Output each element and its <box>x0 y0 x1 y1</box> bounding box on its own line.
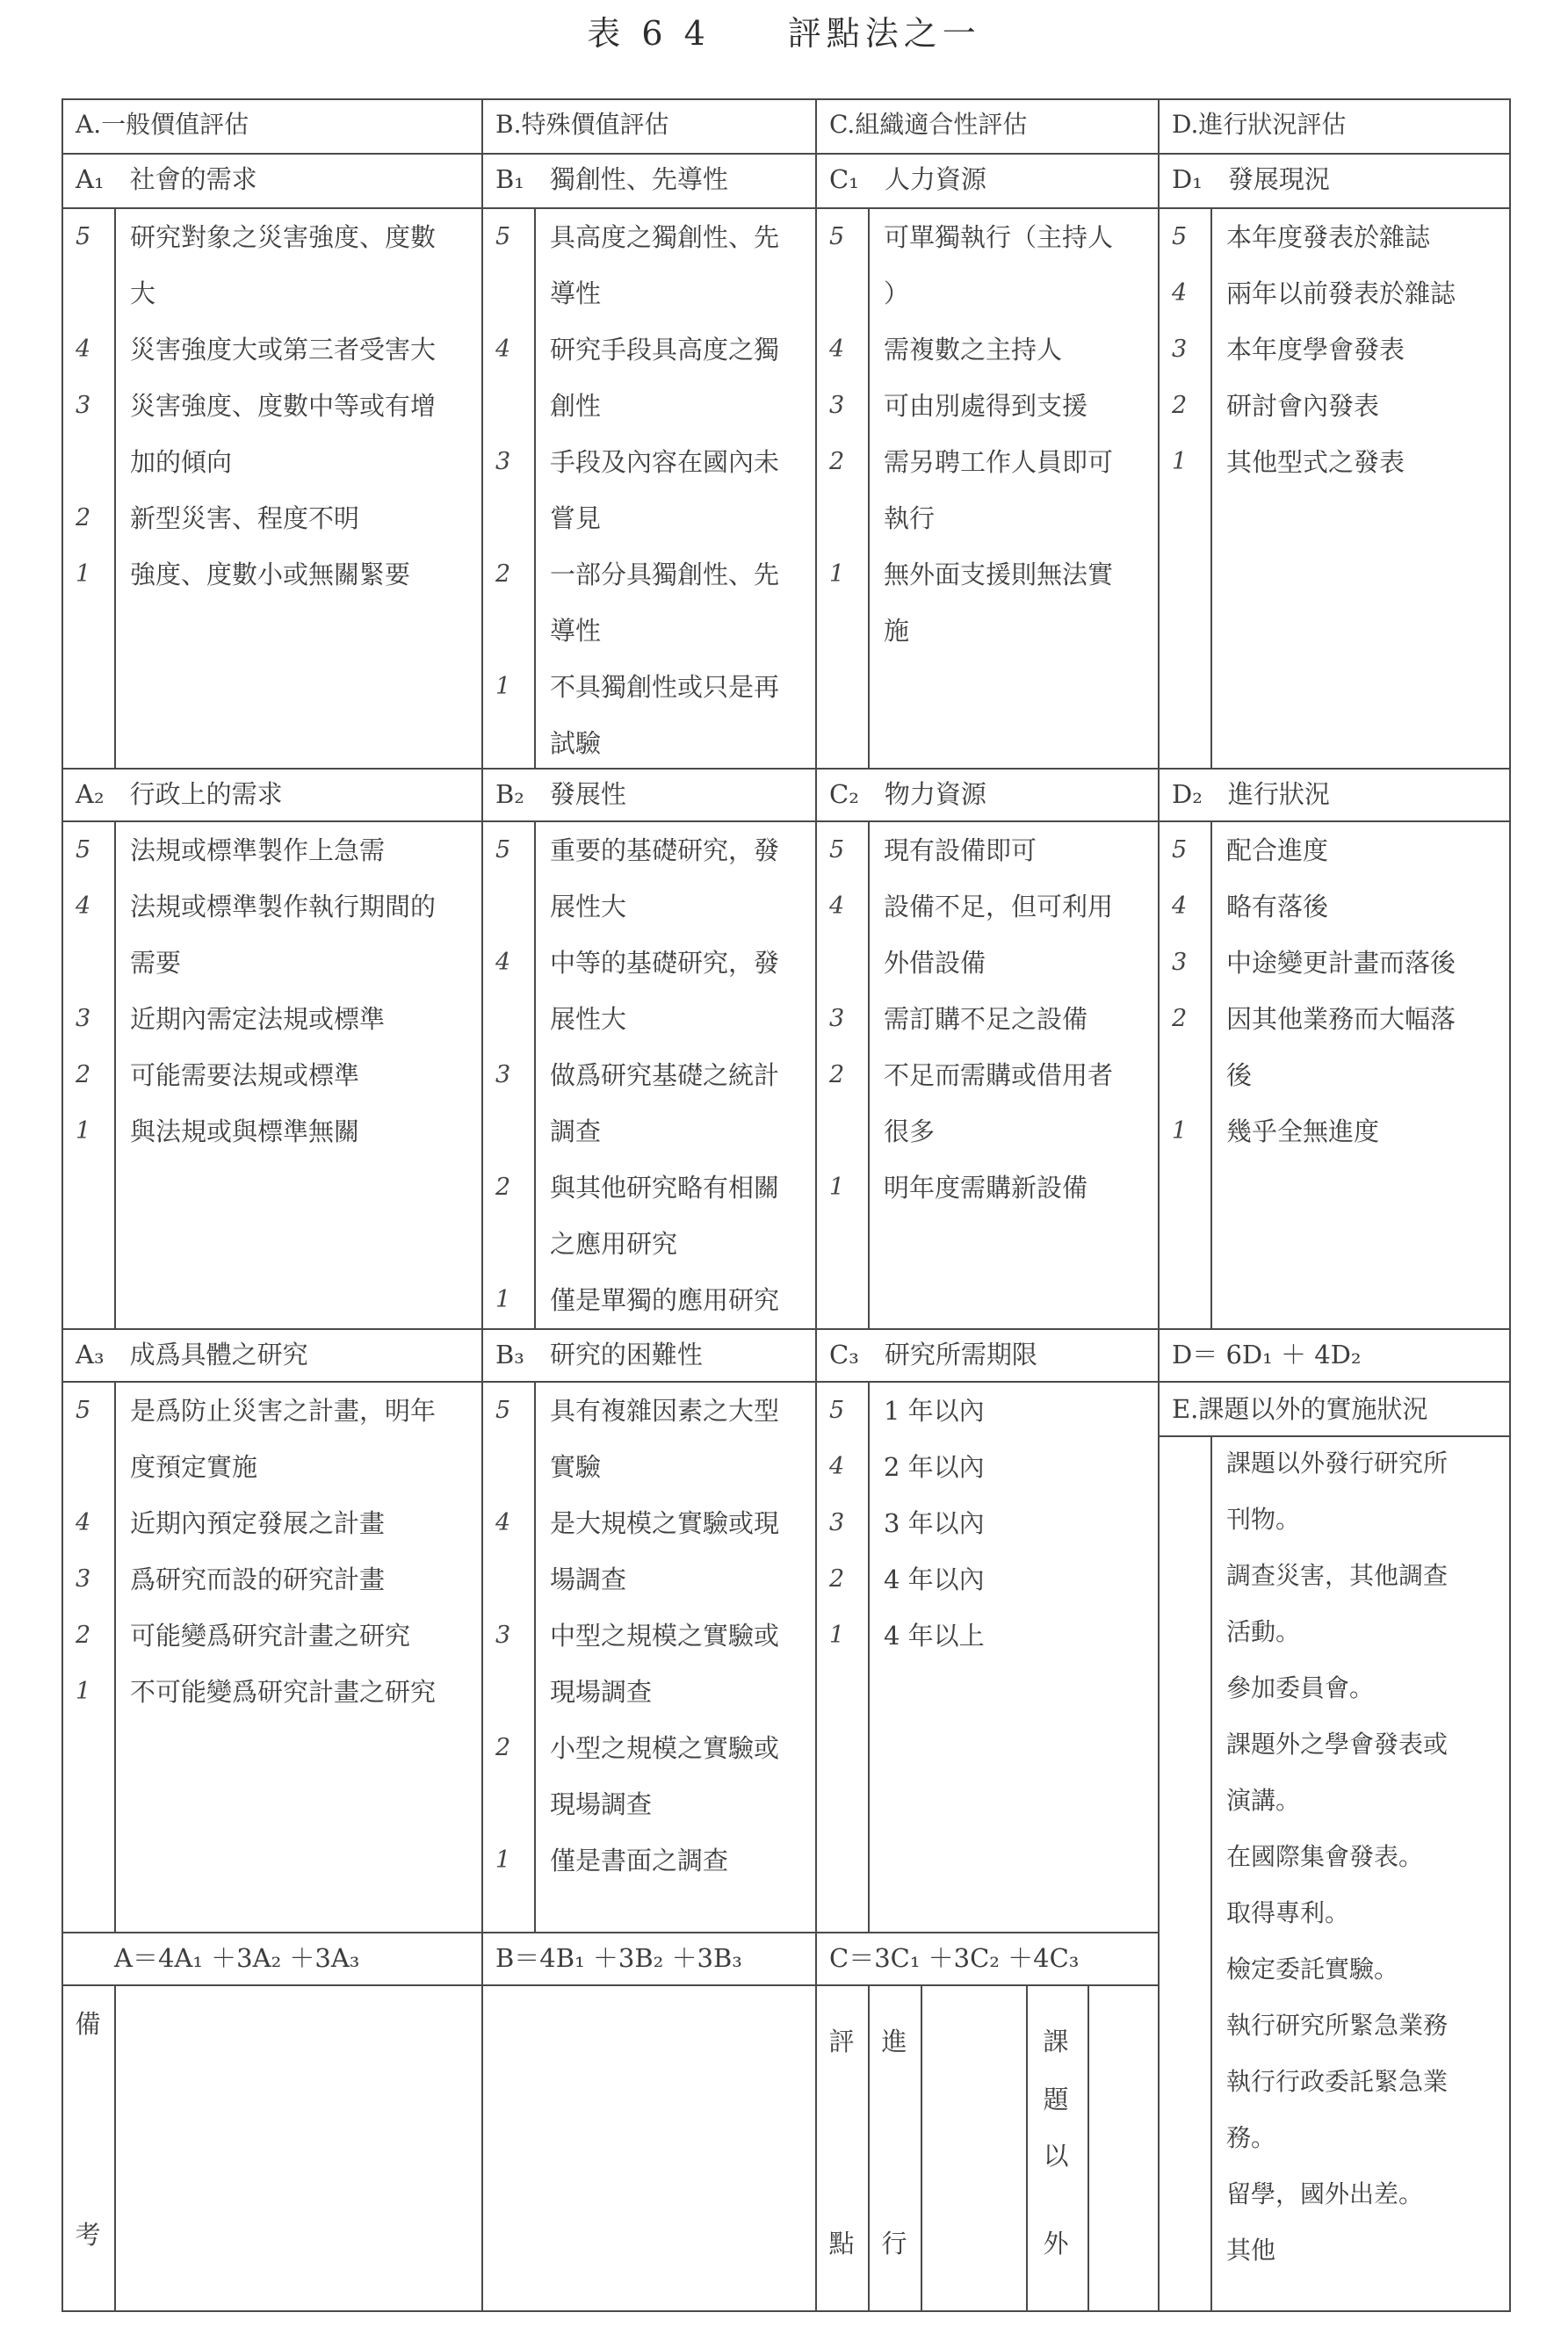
item-text-c1-2-0: 可由別處得到支援 <box>884 391 1088 421</box>
item-text-c3-1-0: 2 年以內 <box>884 1452 985 1482</box>
item-text-b1-1-1: 創性 <box>550 391 602 421</box>
score-c2-0: 5 <box>829 836 845 864</box>
item-text-c2-0-0: 現有設備即可 <box>884 835 1037 865</box>
item-text-b2-3-0: 與其他研究略有相關 <box>550 1173 780 1203</box>
section-b3-label: B₃ 研究的困難性 <box>495 1340 703 1369</box>
item-text-b3-3-0: 小型之規模之實驗或 <box>550 1733 780 1763</box>
remarks-label-bottom: 考 <box>75 2220 101 2250</box>
score-b2-2: 3 <box>495 1061 511 1088</box>
item-text-d1-0-0: 本年度發表於雜誌 <box>1226 222 1431 252</box>
score-b1-1: 4 <box>495 336 511 363</box>
item-text-c3-3-0: 4 年以內 <box>884 1565 985 1594</box>
item-text-d2-3-1: 後 <box>1226 1060 1253 1090</box>
header-b: B.特殊價值評估 <box>495 110 669 139</box>
item-text-b1-2-0: 手段及內容在國內未 <box>550 447 780 477</box>
formula-c: C＝3C₁ ＋3C₂ ＋4C₃ <box>829 1943 1080 1973</box>
item-text-b3-1-1: 場調查 <box>550 1565 627 1594</box>
item-text-d2-4-0: 幾乎全無進度 <box>1226 1117 1380 1146</box>
item-text-d1-4-0: 其他型式之發表 <box>1226 447 1405 477</box>
e-item-12: 務。 <box>1226 2123 1276 2152</box>
item-text-c1-3-0: 需另聘工作人員即可 <box>884 447 1114 477</box>
item-text-c2-1-1: 外借設備 <box>884 948 986 978</box>
item-text-c2-4-0: 明年度需購新設備 <box>884 1173 1088 1203</box>
item-text-a2-1-0: 法規或標準製作執行期間的 <box>130 892 437 921</box>
score-d1-2: 3 <box>1172 336 1188 363</box>
formula-a: A＝4A₁ ＋3A₂ ＋3A₃ <box>114 1943 360 1973</box>
e-item-8: 取得專利。 <box>1226 1898 1350 1927</box>
item-text-d2-1-0: 略有落後 <box>1226 892 1329 921</box>
d-formula: D＝ 6D₁ ＋ 4D₂ <box>1172 1340 1362 1369</box>
score-d2-2: 3 <box>1172 949 1188 976</box>
score-b3-1: 4 <box>495 1509 511 1536</box>
item-text-b1-4-1: 試驗 <box>550 728 602 758</box>
e-header: E.課題以外的實施狀況 <box>1172 1394 1428 1424</box>
score-c3-1: 4 <box>829 1453 845 1480</box>
score-c1-2: 3 <box>829 392 845 419</box>
item-text-b2-1-0: 中等的基礎研究，發 <box>550 948 780 978</box>
item-text-b1-3-1: 導性 <box>550 616 602 646</box>
item-text-b2-0-1: 展性大 <box>550 892 627 921</box>
score-d2-3: 2 <box>1172 1005 1188 1032</box>
e-item-2: 調查災害，其他調查 <box>1226 1561 1449 1590</box>
score-b2-3: 2 <box>495 1174 511 1201</box>
item-text-d1-1-0: 兩年以前發表於雜誌 <box>1226 278 1456 308</box>
item-text-c1-4-0: 無外面支援則無法實 <box>884 560 1114 589</box>
section-c1-label: C₁ 人力資源 <box>829 164 986 194</box>
item-text-a2-4-0: 與法規或與標準無關 <box>130 1117 360 1146</box>
item-text-a2-0-0: 法規或標準製作上急需 <box>130 835 386 865</box>
item-text-a2-3-0: 可能需要法規或標準 <box>130 1060 360 1090</box>
item-text-b3-4-0: 僅是書面之調查 <box>550 1846 729 1875</box>
item-text-c1-0-0: 可單獨執行（主持人 <box>884 222 1114 252</box>
eval-top: 評 <box>828 2027 855 2056</box>
item-text-b2-0-0: 重要的基礎研究，發 <box>550 835 780 865</box>
item-text-d1-2-0: 本年度學會發表 <box>1226 335 1405 365</box>
header-c: C.組織適合性評估 <box>829 110 1028 139</box>
progress-bottom: 行 <box>881 2229 907 2258</box>
section-d1-label: D₁ 發展現況 <box>1172 164 1330 194</box>
item-text-c1-4-1: 施 <box>884 616 910 646</box>
e-item-14: 其他 <box>1226 2236 1276 2265</box>
item-text-d1-3-0: 研討會內發表 <box>1226 391 1380 421</box>
eval-bottom: 點 <box>828 2229 855 2258</box>
score-a2-3: 2 <box>76 1061 91 1088</box>
score-a2-0: 5 <box>76 836 91 864</box>
formula-b: B＝4B₁ ＋3B₂ ＋3B₃ <box>495 1943 742 1973</box>
score-c3-2: 3 <box>829 1509 845 1536</box>
item-text-d2-3-0: 因其他業務而大幅落 <box>1226 1004 1456 1034</box>
topic-char-2: 題 <box>1043 2085 1069 2114</box>
score-c3-0: 5 <box>829 1397 845 1424</box>
score-b3-4: 1 <box>495 1846 511 1874</box>
score-b2-1: 4 <box>495 949 511 976</box>
e-item-1: 刊物。 <box>1226 1505 1301 1534</box>
item-text-d2-2-0: 中途變更計畫而落後 <box>1226 948 1456 978</box>
score-b2-0: 5 <box>495 836 511 864</box>
item-text-b1-4-0: 不具獨創性或只是再 <box>550 672 780 702</box>
item-text-b1-1-0: 研究手段具高度之獨 <box>550 335 780 365</box>
score-a1-4: 1 <box>76 560 91 588</box>
item-text-b2-3-1: 之應用研究 <box>550 1229 678 1259</box>
remarks-label-top: 備 <box>75 2009 101 2039</box>
section-d2-label: D₂ 進行狀況 <box>1172 779 1330 809</box>
score-d1-1: 4 <box>1172 279 1188 307</box>
item-text-c1-1-0: 需複數之主持人 <box>884 335 1063 365</box>
item-text-c2-1-0: 設備不足，但可利用 <box>884 892 1114 921</box>
score-d2-0: 5 <box>1172 836 1188 864</box>
item-text-a3-3-0: 可能變爲研究計畫之研究 <box>130 1621 411 1651</box>
score-c2-1: 4 <box>829 892 845 920</box>
item-text-b3-0-1: 實驗 <box>550 1452 602 1482</box>
item-text-b3-1-0: 是大規模之實驗或現 <box>550 1508 780 1538</box>
item-text-a3-0-0: 是爲防止災害之計畫，明年 <box>130 1396 437 1426</box>
section-b1-label: B₁ 獨創性、先導性 <box>495 164 728 194</box>
score-c3-4: 1 <box>829 1622 845 1649</box>
score-c1-1: 4 <box>829 336 845 363</box>
score-b1-2: 3 <box>495 448 511 475</box>
item-text-c2-3-0: 不足而需購或借用者 <box>884 1060 1114 1090</box>
item-text-b2-1-1: 展性大 <box>550 1004 627 1034</box>
item-text-b3-0-0: 具有複雜因素之大型 <box>550 1396 780 1426</box>
e-item-4: 參加委員會。 <box>1226 1673 1375 1702</box>
e-item-13: 留學，國外出差。 <box>1226 2179 1424 2208</box>
header-d: D.進行狀況評估 <box>1172 110 1347 139</box>
item-text-a2-2-0: 近期內需定法規或標準 <box>130 1004 386 1034</box>
score-c2-4: 1 <box>829 1174 845 1201</box>
section-a2-label: A₂ 行政上的需求 <box>76 779 283 809</box>
score-c2-3: 2 <box>829 1061 845 1088</box>
score-d1-3: 2 <box>1172 392 1188 419</box>
item-text-a1-0-1: 大 <box>130 278 156 308</box>
item-text-c3-2-0: 3 年以內 <box>884 1508 985 1538</box>
e-item-5: 課題外之學會發表或 <box>1226 1730 1449 1759</box>
score-d2-4: 1 <box>1172 1117 1188 1145</box>
score-b3-3: 2 <box>495 1734 511 1761</box>
score-a3-1: 4 <box>76 1509 91 1536</box>
score-a1-3: 2 <box>76 504 91 531</box>
e-item-11: 執行行政委託緊急業 <box>1226 2067 1449 2096</box>
score-a3-4: 1 <box>76 1678 91 1705</box>
item-text-c1-0-1: ） <box>884 278 910 308</box>
item-text-b1-2-1: 嘗見 <box>550 503 602 533</box>
item-text-b1-3-0: 一部分具獨創性、先 <box>550 560 780 589</box>
score-a3-3: 2 <box>76 1622 91 1649</box>
e-item-3: 活動。 <box>1226 1617 1301 1646</box>
topic-char-3: 以 <box>1043 2141 1069 2171</box>
item-text-b3-3-1: 現場調查 <box>550 1789 653 1819</box>
score-b2-4: 1 <box>495 1286 511 1313</box>
item-text-a3-4-0: 不可能變爲研究計畫之研究 <box>130 1677 437 1707</box>
score-a1-2: 3 <box>76 392 91 419</box>
score-a1-1: 4 <box>76 336 91 363</box>
item-text-a1-2-1: 加的傾向 <box>130 447 233 477</box>
item-text-a3-2-0: 爲研究而設的研究計畫 <box>130 1565 386 1594</box>
item-text-b1-0-1: 導性 <box>550 278 602 308</box>
score-c1-4: 1 <box>829 560 845 588</box>
score-a1-0: 5 <box>76 223 91 250</box>
section-c3-label: C₃ 研究所需期限 <box>829 1340 1037 1369</box>
item-text-b2-2-0: 做爲研究基礎之統計 <box>550 1060 780 1090</box>
item-text-c1-3-1: 執行 <box>884 503 936 533</box>
score-a3-2: 3 <box>76 1565 91 1593</box>
item-text-c3-0-0: 1 年以內 <box>884 1396 985 1426</box>
score-a2-1: 4 <box>76 892 91 920</box>
score-a3-0: 5 <box>76 1397 91 1424</box>
item-text-b2-2-1: 調查 <box>550 1117 602 1146</box>
score-b1-3: 2 <box>495 560 511 588</box>
header-a: A.一般價值評估 <box>76 110 249 139</box>
score-b1-0: 5 <box>495 223 511 250</box>
score-c1-3: 2 <box>829 448 845 475</box>
score-c1-0: 5 <box>829 223 845 250</box>
score-b1-4: 1 <box>495 673 511 700</box>
score-a2-2: 3 <box>76 1005 91 1032</box>
item-text-a1-4-0: 強度、度數小或無關緊要 <box>130 560 411 589</box>
item-text-a3-1-0: 近期內預定發展之計畫 <box>130 1508 386 1538</box>
score-d1-4: 1 <box>1172 448 1188 475</box>
evaluation-table <box>61 98 1511 2312</box>
table-title: 表 6 4 評點法之一 <box>587 14 981 53</box>
score-d1-0: 5 <box>1172 223 1188 250</box>
item-text-d2-0-0: 配合進度 <box>1226 835 1329 865</box>
item-text-a3-0-1: 度預定實施 <box>130 1452 258 1482</box>
topic-char-4: 外 <box>1043 2229 1069 2258</box>
score-c2-2: 3 <box>829 1005 845 1032</box>
score-b3-2: 3 <box>495 1622 511 1649</box>
section-c2-label: C₂ 物力資源 <box>829 779 986 809</box>
item-text-b2-4-0: 僅是單獨的應用研究 <box>550 1285 780 1315</box>
score-d2-1: 4 <box>1172 892 1188 920</box>
section-b2-label: B₂ 發展性 <box>495 779 626 809</box>
section-a1-label: A₁ 社會的需求 <box>76 164 257 194</box>
section-a3-label: A₃ 成爲具體之研究 <box>76 1340 308 1369</box>
item-text-a1-0-0: 研究對象之災害強度、度數 <box>130 222 437 252</box>
item-text-c3-4-0: 4 年以上 <box>884 1621 985 1651</box>
progress-top: 進 <box>881 2027 907 2056</box>
item-text-a1-1-0: 災害強度大或第三者受害大 <box>130 335 437 365</box>
item-text-a1-2-0: 災害強度、度數中等或有增 <box>130 391 437 421</box>
e-item-0: 課題以外發行研究所 <box>1226 1449 1449 1478</box>
score-c3-3: 2 <box>829 1565 845 1593</box>
e-item-6: 演講。 <box>1226 1786 1301 1815</box>
item-text-b1-0-0: 具高度之獨創性、先 <box>550 222 780 252</box>
item-text-a2-1-1: 需要 <box>130 948 182 978</box>
item-text-c2-2-0: 需訂購不足之設備 <box>884 1004 1088 1034</box>
e-item-7: 在國際集會發表。 <box>1226 1842 1424 1871</box>
score-a2-4: 1 <box>76 1117 91 1145</box>
item-text-b3-2-0: 中型之規模之實驗或 <box>550 1621 780 1651</box>
item-text-a1-3-0: 新型災害、程度不明 <box>130 503 360 533</box>
item-text-c2-3-1: 很多 <box>884 1117 936 1146</box>
topic-char-1: 課 <box>1043 2027 1069 2056</box>
score-b3-0: 5 <box>495 1397 511 1424</box>
e-item-10: 執行研究所緊急業務 <box>1226 2011 1449 2040</box>
e-item-9: 檢定委託實驗。 <box>1226 1955 1399 1984</box>
item-text-b3-2-1: 現場調查 <box>550 1677 653 1707</box>
